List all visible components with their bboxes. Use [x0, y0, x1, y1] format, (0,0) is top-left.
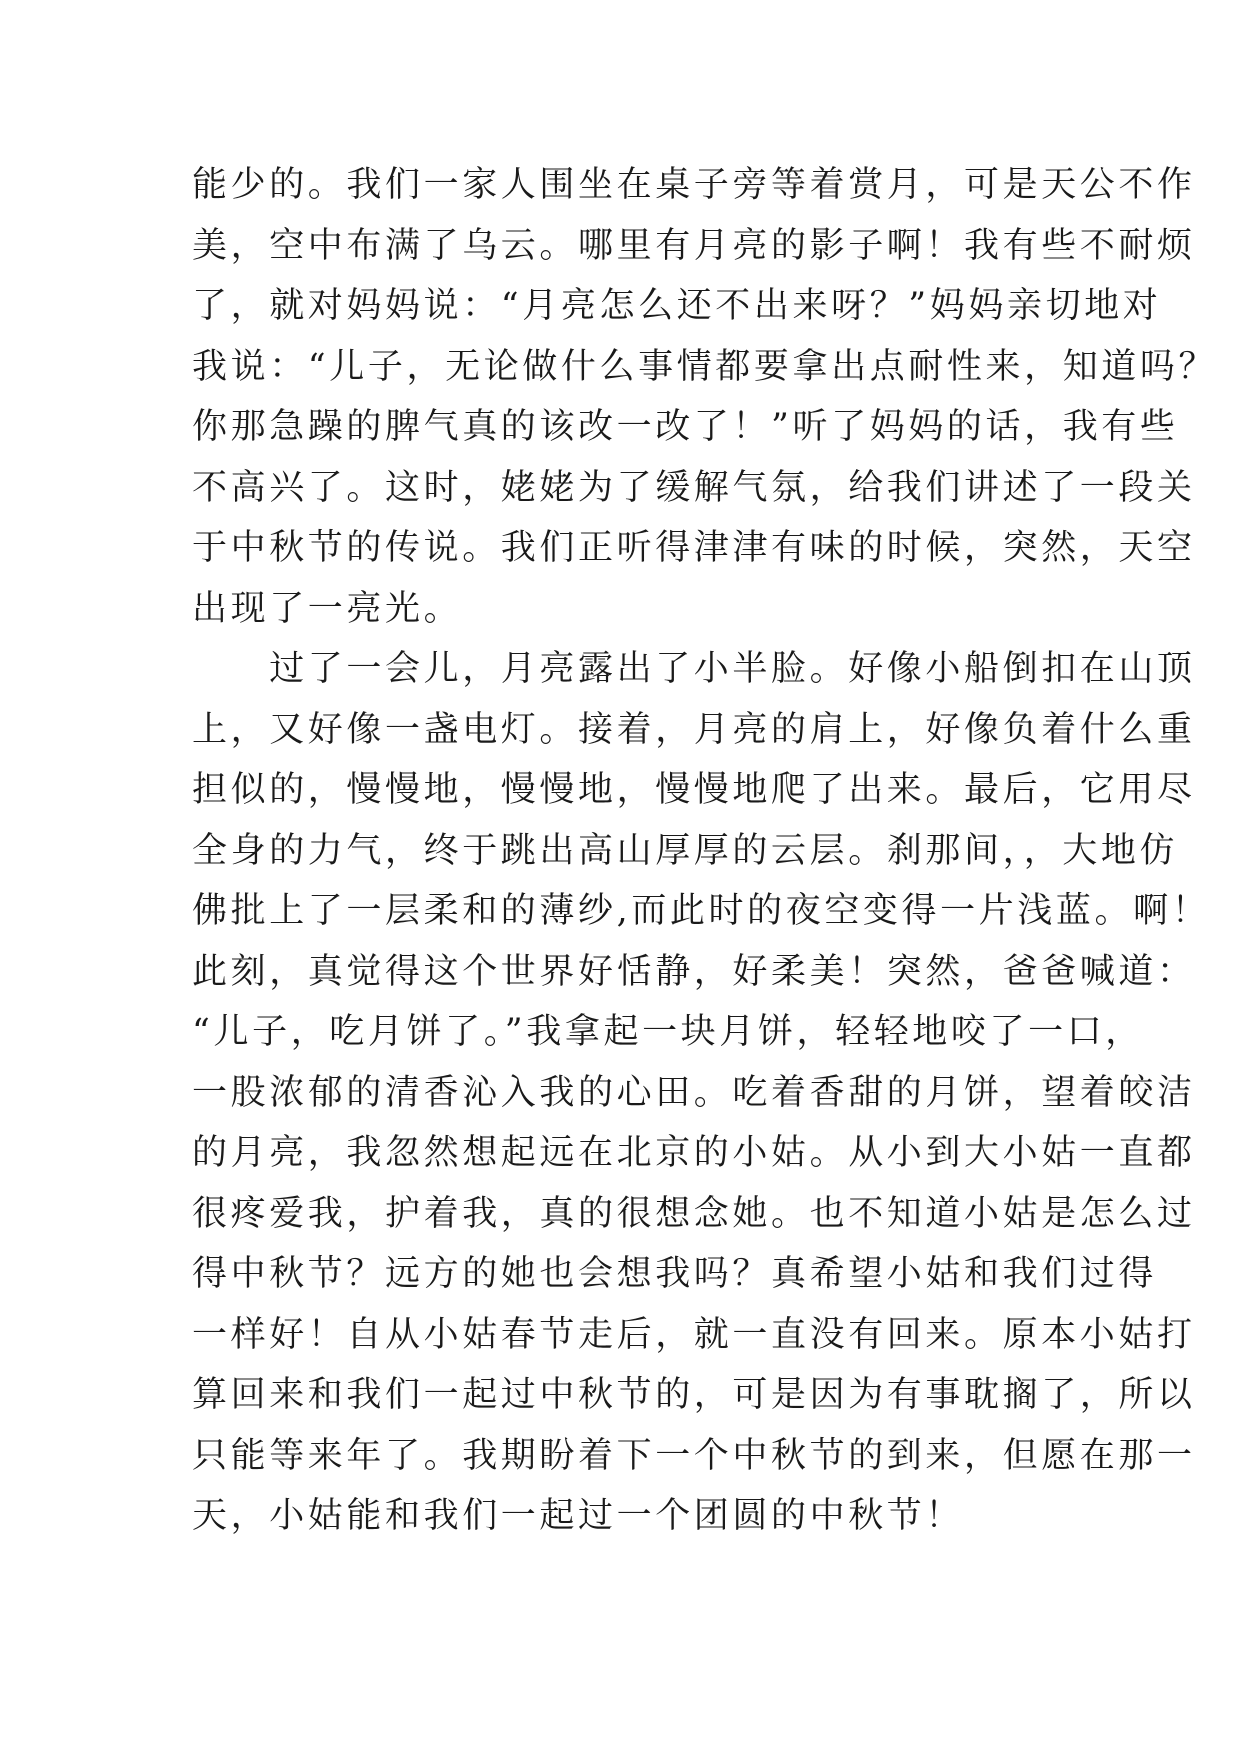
body-text — [192, 155, 1218, 1547]
text-line: 佛批上了一层柔和的薄纱,而此时的夜空变得一片浅蓝。啊！ — [192, 891, 1211, 931]
text-line: 出现了一亮光。 — [192, 588, 463, 629]
text-line: 一股浓郁的清香沁入我的心田。吃着香甜的月饼，望着皎洁 — [192, 1072, 1196, 1113]
text-line: 不高兴了。这时，姥姥为了缓解气氛，给我们讲述了一段关 — [192, 467, 1196, 508]
text-line: “儿子，吃月饼了。”我拿起一块月饼，轻轻地咬了一口， — [192, 1012, 1144, 1052]
text-line: 算回来和我们一起过中秋节的，可是因为有事耽搁了，所以 — [192, 1375, 1196, 1415]
text-line: 此刻，真觉得这个世界好恬静，好柔美！突然，爸爸喊道： — [192, 951, 1196, 992]
text-line: 我说：“儿子，无论做什么事情都要拿出点耐性来，知道吗？ — [192, 346, 1218, 387]
text-line: 过了一会儿，月亮露出了小半脸。好像小船倒扣在山顶 — [192, 649, 1196, 689]
text-line: 的月亮，我忽然想起远在北京的小姑。从小到大小姑一直都 — [192, 1133, 1196, 1173]
text-line: 担似的，慢慢地，慢慢地，慢慢地爬了出来。最后，它用尽 — [192, 770, 1196, 810]
text-line: 得中秋节？远方的她也会想我吗？真希望小姑和我们过得 — [192, 1254, 1158, 1294]
text-line: 上，又好像一盏电灯。接着，月亮的肩上，好像负着什么重 — [192, 709, 1196, 750]
text-line: 只能等来年了。我期盼着下一个中秋节的到来，但愿在那一 — [192, 1435, 1196, 1476]
text-line: 美，空中布满了乌云。哪里有月亮的影子啊！我有些不耐烦 — [192, 225, 1196, 266]
text-line: 于中秋节的传说。我们正听得津津有味的时候，突然，天空 — [192, 528, 1196, 568]
text-line: 很疼爱我，护着我，真的很想念她。也不知道小姑是怎么过 — [192, 1193, 1196, 1234]
text-line: 能少的。我们一家人围坐在桌子旁等着赏月，可是天公不作 — [192, 165, 1196, 205]
text-line: 天，小姑能和我们一起过一个团圆的中秋节！ — [192, 1496, 965, 1536]
text-line: 你那急躁的脾气真的该改一改了！”听了妈妈的话，我有些 — [192, 407, 1179, 447]
text-line: 全身的力气，终于跳出高山厚厚的云层。刹那间，，大地仿 — [192, 830, 1179, 871]
text-line: 了，就对妈妈说：“月亮怎么还不出来呀？”妈妈亲切地对 — [192, 286, 1162, 326]
text-line: 一样好！自从小姑春节走后，就一直没有回来。原本小姑打 — [192, 1314, 1196, 1355]
